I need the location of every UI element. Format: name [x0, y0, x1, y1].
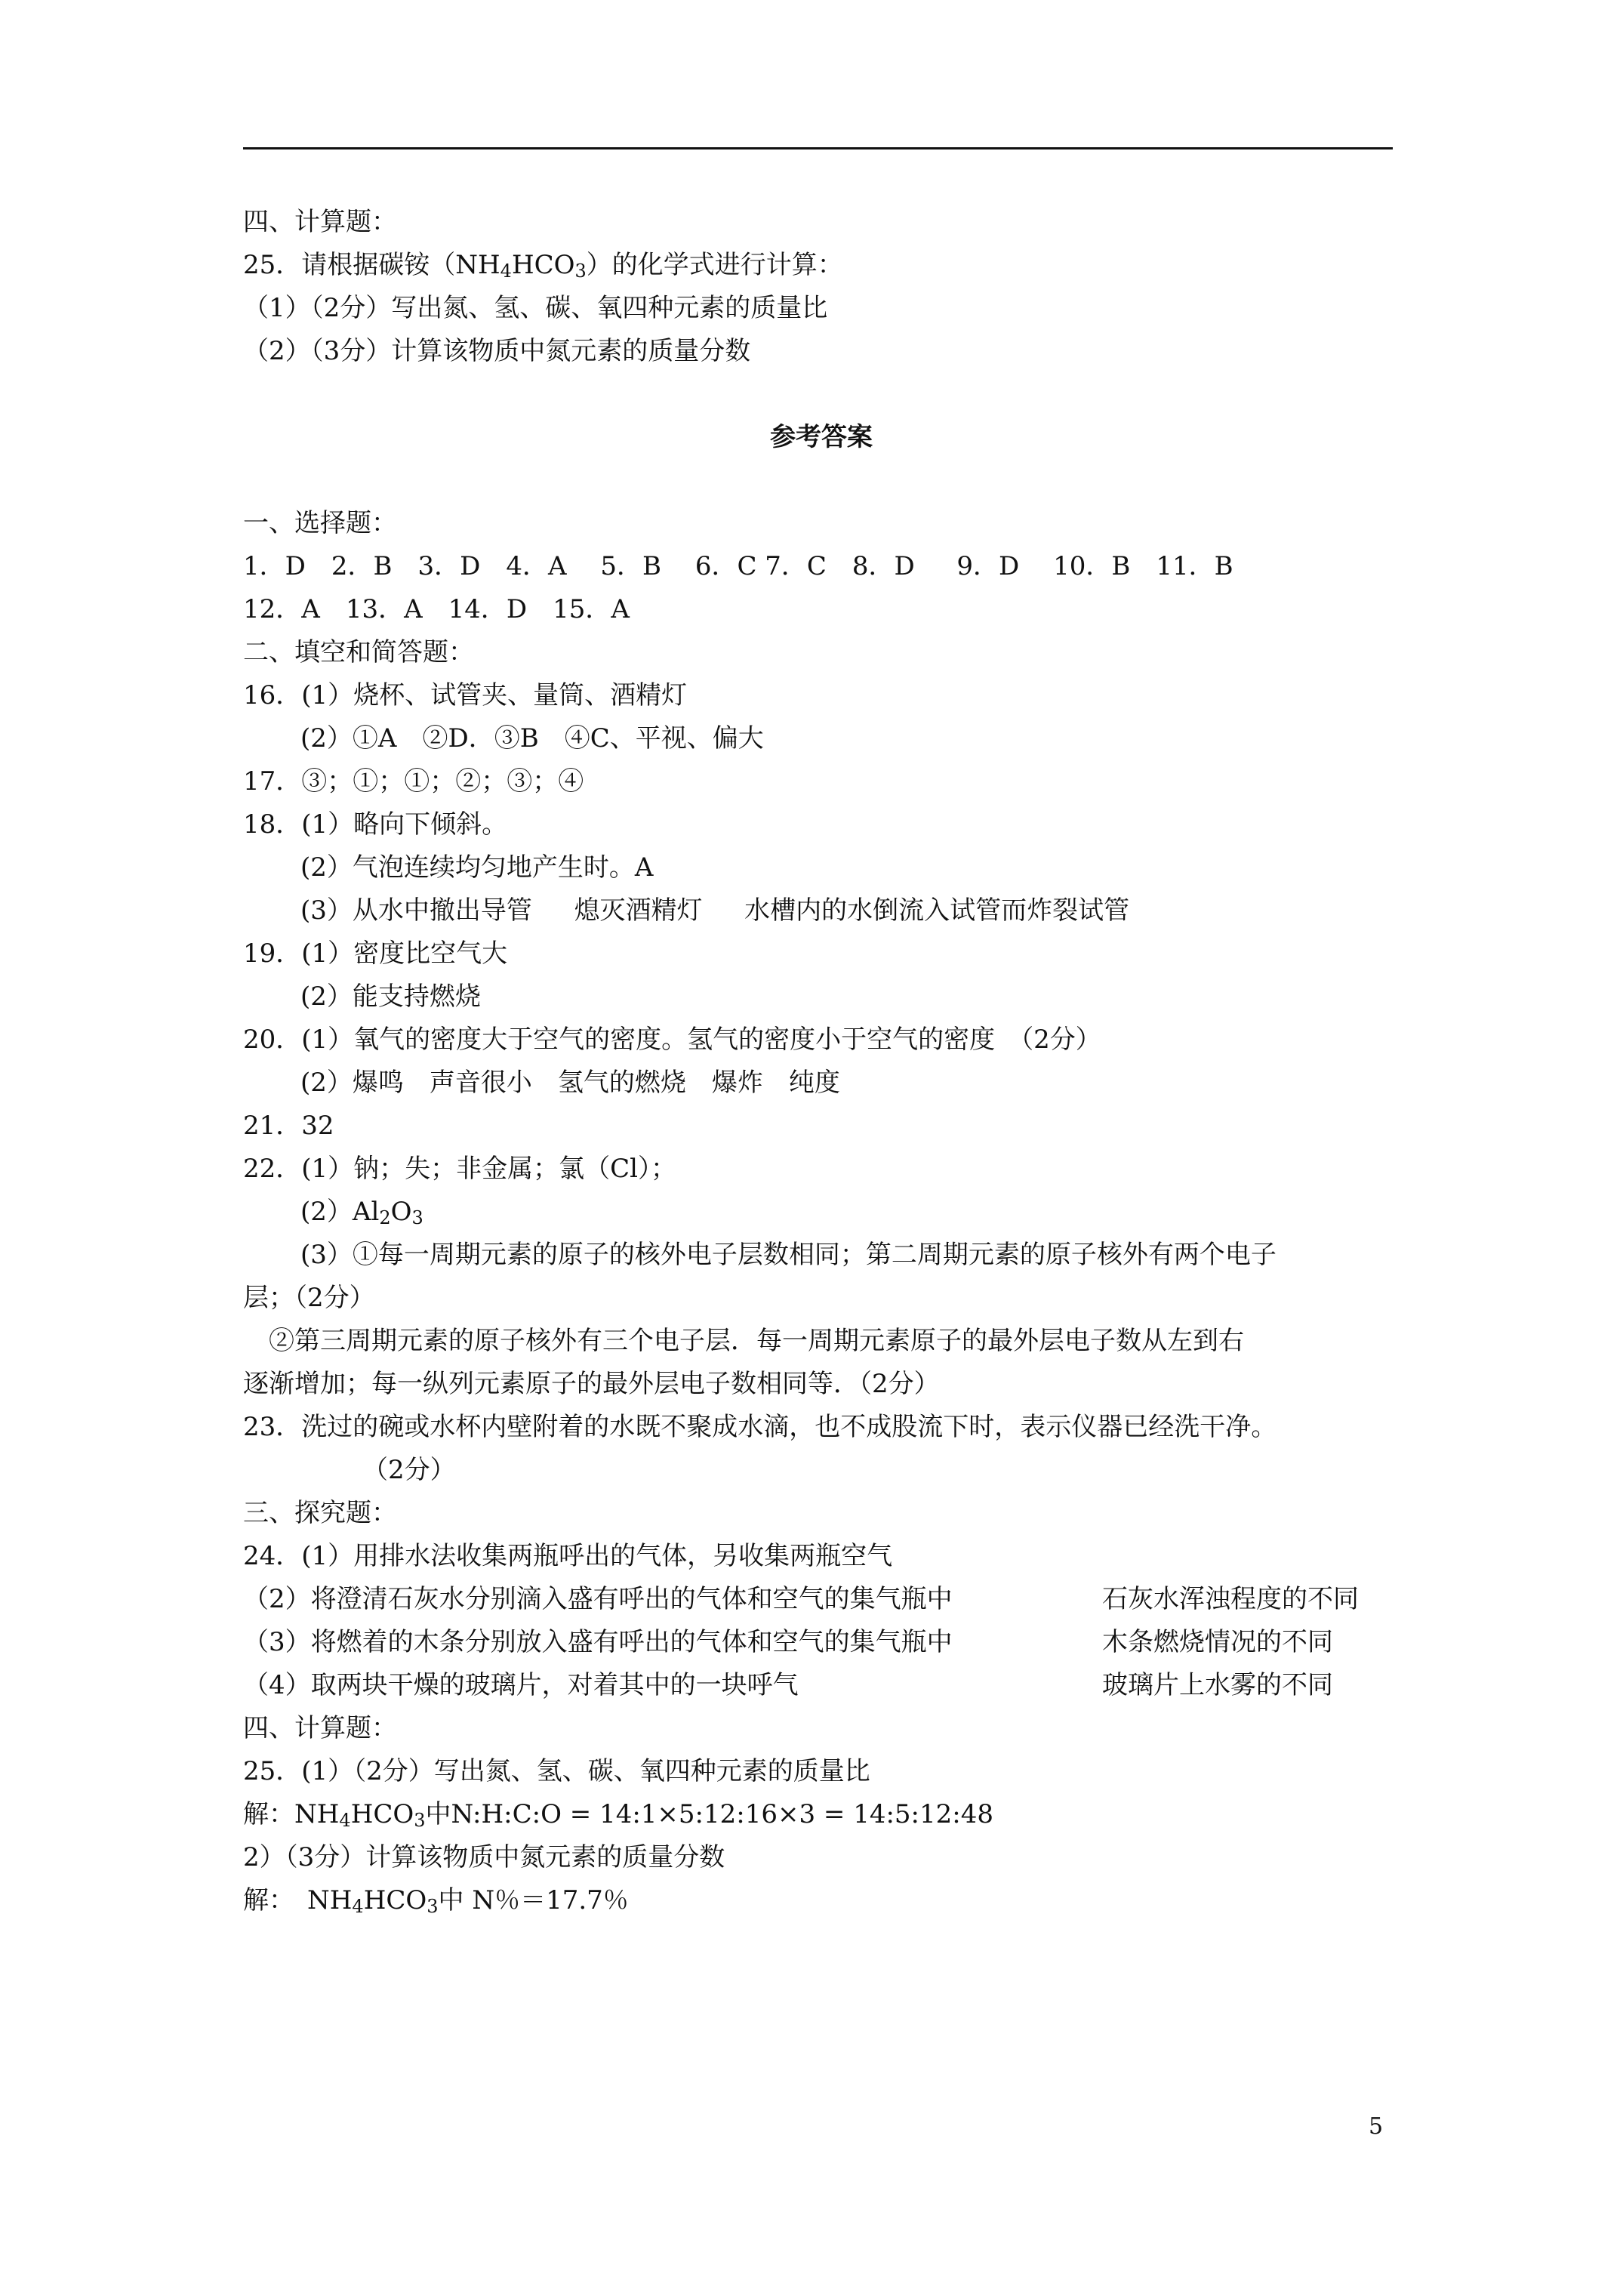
- answer-19-2: (2）能支持燃烧: [300, 982, 481, 1012]
- answer-16-1: 16．(1）烧杯、试管夹、量筒、酒精灯: [243, 680, 688, 710]
- answer-24-2-step: （2）将澄清石灰水分别滴入盛有呼出的气体和空气的集气瓶中: [243, 1584, 953, 1614]
- answer-19-1: 19．(1）密度比空气大: [243, 938, 508, 969]
- answer-24-4-observation: 玻璃片上水雾的不同: [1102, 1670, 1333, 1700]
- answer-18-3: (3）从水中撤出导管 熄灭酒精灯 水槽内的水倒流入试管而炸裂试管: [300, 895, 1130, 926]
- answer-22-3-line-3: ②第三周期元素的原子核外有三个电子层．每一周期元素原子的最外层电子数从左到右: [269, 1326, 1244, 1356]
- answer-23-line-2: （2分）: [362, 1455, 456, 1485]
- answer-20-2: (2）爆鸣 声音很小 氢气的燃烧 爆炸 纯度: [300, 1068, 840, 1098]
- answer-25-1: 25．(1）（2分）写出氮、氢、碳、氧四种元素的质量比: [243, 1756, 870, 1786]
- answer-22-2: $(2)Al_2O_3$: [300, 1197, 423, 1228]
- answer-24-1: 24．(1）用排水法收集两瓶呼出的气体，另收集两瓶空气: [243, 1541, 893, 1571]
- choice-answers-line-2: 12．A 13．A 14．D 15．A: [243, 594, 630, 624]
- answer-25-2: 2）（3分）计算该物质中氮元素的质量分数: [243, 1842, 725, 1872]
- section-heading-calc-answers: 四、计算题：: [243, 1713, 397, 1743]
- answer-20-1: 20．(1）氧气的密度大于空气的密度。氢气的密度小于空气的密度 （2分）: [243, 1025, 1101, 1055]
- answer-18-1: 18．(1）略向下倾斜。: [243, 809, 508, 840]
- answer-22-3-line-1: (3）①每一周期元素的原子的核外电子层数相同；第二周期元素的原子核外有两个电子: [300, 1240, 1277, 1270]
- answer-21: 21．32: [243, 1111, 334, 1141]
- answer-24-3-observation: 木条燃烧情况的不同: [1102, 1627, 1333, 1657]
- choice-answers-line-1: 1．D 2．B 3．D 4．A 5．B 6．C 7．C 8．D 9．D 10．B 11．B: [243, 551, 1233, 581]
- answers-title: 参考答案: [770, 422, 873, 452]
- section-heading-choice: 一、选择题：: [243, 508, 397, 538]
- answer-25-solution-2: 解： $NH_4HCO_3$中 N％＝17.7％: [243, 1885, 629, 1917]
- section-heading-explore: 三、探究题：: [243, 1498, 397, 1528]
- answer-22-1: 22．(1）钠；失；非金属；氯（Cl）；: [243, 1154, 677, 1184]
- header-rule: [243, 147, 1393, 149]
- answer-17: 17．③；①；①；②；③；④: [243, 766, 584, 797]
- question-25-part-2: （2）（3分）计算该物质中氮元素的质量分数: [243, 336, 751, 366]
- page-number: 5: [1369, 2113, 1384, 2140]
- question-25: 25．请根据碳铵$(NH_4HCO_3)$的化学式进行计算：: [243, 250, 843, 282]
- answer-23-line-1: 23．洗过的碗或水杯内壁附着的水既不聚成水滴，也不成股流下时，表示仪器已经洗干净。: [243, 1412, 1277, 1442]
- answer-24-2-observation: 石灰水浑浊程度的不同: [1102, 1584, 1359, 1614]
- answer-18-2: (2）气泡连续均匀地产生时。A: [300, 852, 654, 883]
- question-25-part-1: （1）（2分）写出氮、氢、碳、氧四种元素的质量比: [243, 293, 828, 323]
- answer-25-solution-1: 解：$NH_4HCO_3$中N:H:C:O = 14:1×5:12:16×3 = 14:5:12:48: [243, 1799, 993, 1831]
- section-heading-calc: 四、计算题：: [243, 207, 397, 237]
- answer-22-3-line-4: 逐渐增加；每一纵列元素原子的最外层电子数相同等．（2分）: [243, 1369, 940, 1399]
- answer-24-3-step: （3）将燃着的木条分别放入盛有呼出的气体和空气的集气瓶中: [243, 1627, 953, 1657]
- section-heading-fill: 二、填空和简答题：: [243, 637, 474, 667]
- answer-24-4-step: （4）取两块干燥的玻璃片，对着其中的一块呼气: [243, 1670, 799, 1700]
- answer-16-2: (2）①A ②D．③B ④C、平视、偏大: [300, 723, 764, 754]
- answer-22-3-line-2: 层；（2分）: [243, 1283, 375, 1313]
